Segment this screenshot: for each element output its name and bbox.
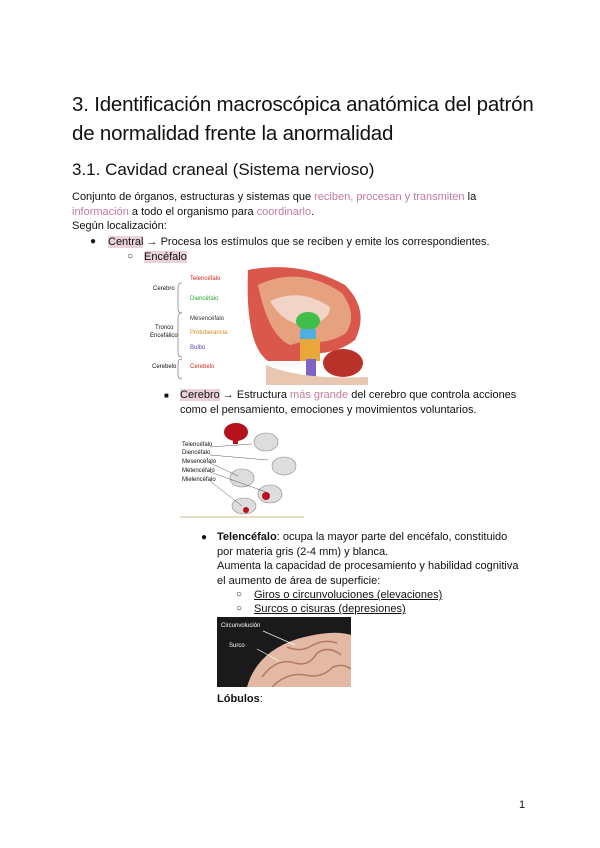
intro-line-3: Según localización:	[72, 220, 167, 232]
telencefalo-line-3: Aumenta la capacidad de procesamiento y habilidad cognitiva	[217, 560, 519, 572]
fig1-label: Tronco	[155, 325, 174, 331]
brain-parts-diagram	[180, 420, 304, 518]
brain-sagittal-image	[150, 265, 368, 385]
bullet-circle: ○	[236, 589, 243, 600]
telencefalo-line-1	[217, 530, 507, 545]
encefalo-term: Encéfalo	[144, 251, 187, 263]
central-text: → Procesa los estímulos que se reciben y emite los correspondientes.	[143, 236, 490, 248]
cortex-photo	[217, 617, 351, 687]
fig1-part: Cerebelo	[190, 364, 215, 370]
cerebro-text: del cerebro que controla acciones	[348, 389, 517, 401]
telencefalo-text: : ocupa la mayor parte del encéfalo, constituido	[276, 531, 508, 543]
intro-text: Conjunto de órganos, estructuras y sistemas que	[72, 191, 315, 203]
intro-line-1	[72, 190, 476, 205]
intro-text: la	[464, 191, 477, 203]
fig1-part: Mesencéfalo	[190, 316, 225, 322]
intro-highlight: información	[72, 206, 129, 218]
fig1-part: Protuberancia	[190, 330, 228, 336]
intro-highlight: reciben, procesan y transmiten	[314, 191, 465, 203]
encefalo-item	[144, 250, 187, 265]
cerebro-line-1	[180, 388, 516, 403]
surcos-item: Surcos o cisuras (depresiones)	[254, 603, 406, 615]
cerebro-highlight: más grande	[290, 389, 349, 401]
fig3-label: Surco	[229, 643, 245, 649]
heading-2: 3.1. Cavidad craneal (Sistema nervioso)	[72, 160, 375, 179]
telencefalo-term: Telencéfalo	[217, 531, 277, 543]
fig1-part: Telencéfalo	[190, 276, 221, 282]
heading-1: 3. Identificación macroscópica anatómica del patrón de normalidad frente la anormalidad	[72, 93, 534, 145]
fig2-label: Mesencéfalo	[182, 459, 217, 465]
fig2-label: Telencéfalo	[182, 442, 213, 448]
intro-text: .	[311, 206, 315, 218]
central-term: Central	[108, 236, 144, 248]
fig2-label: Metencéfalo	[182, 468, 215, 474]
bullet-dot: ●	[90, 236, 97, 247]
telencefalo-line-2: por materia gris (2-4 mm) y blanca.	[217, 546, 389, 558]
lobulos-colon: :	[259, 693, 263, 705]
bullet-square: ■	[164, 391, 169, 400]
lobulos-term: Lóbulos	[217, 693, 260, 705]
intro-highlight: coordinarlo	[256, 206, 312, 218]
bullet-circle: ○	[127, 251, 134, 262]
fig2-label: Diencéfalo	[182, 450, 211, 456]
fig1-part: Bulbo	[190, 345, 206, 351]
brain-diagram	[150, 265, 368, 385]
intro-text: a todo el organismo para	[128, 206, 257, 218]
bullet-circle: ○	[236, 603, 243, 614]
intro-line-2	[72, 205, 314, 220]
cerebro-term: Cerebro	[180, 389, 220, 401]
fig3-label: Circunvolución	[221, 623, 261, 629]
central-item	[108, 235, 490, 250]
bullet-dot: ●	[201, 532, 208, 543]
page-number: 1	[519, 799, 526, 811]
cerebro-line-2: como el pensamiento, emociones y movimientos voluntarios.	[180, 404, 477, 416]
fig1-part: Diencéfalo	[190, 296, 219, 302]
fig2-label: Mielencéfalo	[182, 477, 216, 483]
fig1-label: Encefálico	[150, 333, 178, 339]
fig1-label: Cerebro	[153, 286, 175, 292]
giros-item: Giros o circunvoluciones (elevaciones)	[254, 589, 443, 601]
lobulos-heading	[217, 692, 263, 707]
fig1-label: Cerebelo	[152, 364, 177, 370]
cerebro-text: → Estructura	[219, 389, 291, 401]
telencefalo-line-4: el aumento de área de superficie:	[217, 575, 381, 587]
